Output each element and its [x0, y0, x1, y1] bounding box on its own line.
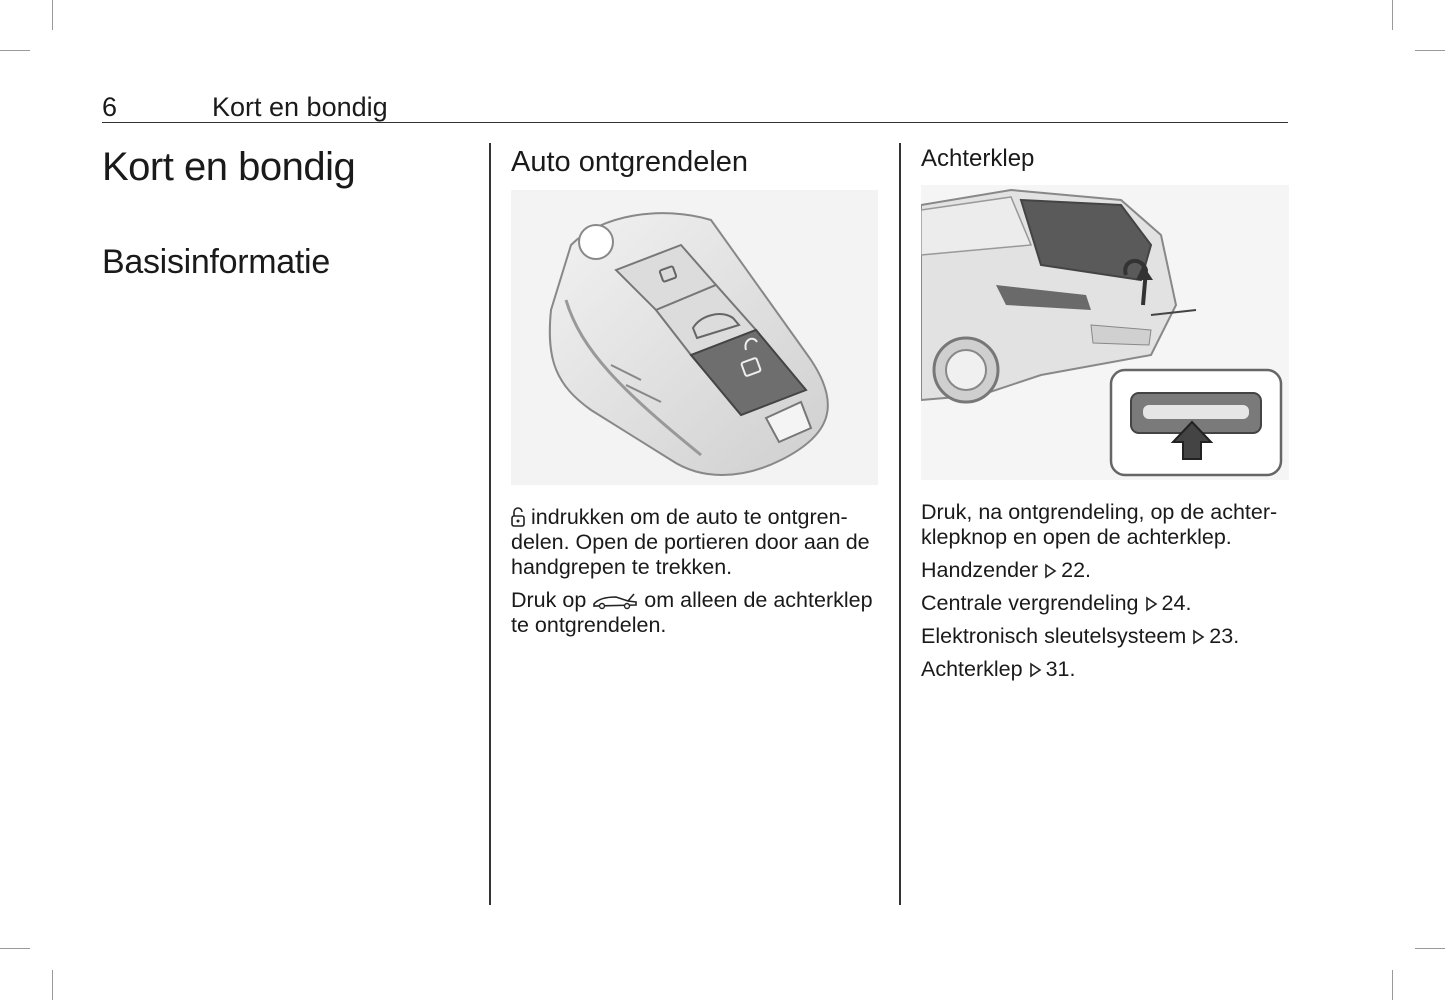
reference-label: Elektronisch sleutelsysteem [921, 624, 1187, 648]
crop-mark [0, 50, 30, 51]
crop-mark [1392, 970, 1393, 1000]
reference-label: Handzender [921, 558, 1039, 582]
tailgate-car-icon [592, 592, 638, 610]
reference-page: 22. [1061, 558, 1092, 582]
cross-reference[interactable] [921, 591, 1293, 616]
tailgate-instructions [921, 500, 1293, 690]
key-fob-figure [511, 190, 878, 485]
tailgate-figure [921, 185, 1289, 480]
page-reference-arrow-icon [1027, 662, 1043, 678]
tailgate-text-suffix: om alleen de achterklep [644, 588, 873, 612]
page-reference-arrow-icon [1190, 629, 1206, 645]
reference-page: 31. [1045, 657, 1076, 681]
crop-mark [0, 948, 30, 949]
page-reference-arrow-icon [1143, 596, 1159, 612]
tailgate-line2: klepknop en open de achterklep. [921, 525, 1232, 549]
running-head [102, 90, 1288, 123]
tailgate-text-prefix: Druk op [511, 588, 587, 612]
column-divider [899, 143, 901, 905]
unlock-text-line1: indrukken om de auto te ontgren- [530, 505, 848, 529]
column-divider [489, 143, 491, 905]
cross-reference[interactable] [921, 657, 1293, 682]
tailgate-paragraph [921, 500, 1293, 550]
unlock-instructions [511, 505, 883, 646]
reference-label: Achterklep [921, 657, 1023, 681]
unlock-paragraph [511, 505, 883, 580]
chapter-title: Kort en bondig [102, 145, 356, 189]
crop-mark [1415, 948, 1445, 949]
crop-mark [1415, 50, 1445, 51]
reference-page: 23. [1209, 624, 1240, 648]
cross-reference[interactable] [921, 558, 1293, 583]
crop-mark [52, 0, 53, 30]
page-number: 6 [102, 92, 118, 122]
reference-page: 24. [1161, 591, 1192, 615]
unlock-text-line2: delen. Open de portieren door aan de [511, 530, 870, 554]
section-heading-tailgate: Achterklep [921, 145, 1035, 172]
crop-mark [52, 970, 53, 1000]
crop-mark [1392, 0, 1393, 30]
section-title: Basisinformatie [102, 243, 330, 281]
key-fob-illustration-icon [511, 190, 878, 485]
tailgate-line1: Druk, na ontgrendeling, op de achter- [921, 500, 1278, 524]
tailgate-unlock-paragraph [511, 588, 883, 638]
tailgate-illustration-icon [921, 185, 1289, 480]
section-heading-unlock: Auto ontgrendelen [511, 146, 749, 178]
tailgate-text-line2: te ontgrendelen. [511, 613, 667, 637]
reference-label: Centrale vergrendeling [921, 591, 1139, 615]
page-reference-arrow-icon [1042, 563, 1058, 579]
unlock-icon [511, 507, 525, 527]
running-head-title: Kort en bondig [212, 92, 388, 122]
unlock-text-line3: handgrepen te trekken. [511, 555, 733, 579]
cross-reference[interactable] [921, 624, 1293, 649]
